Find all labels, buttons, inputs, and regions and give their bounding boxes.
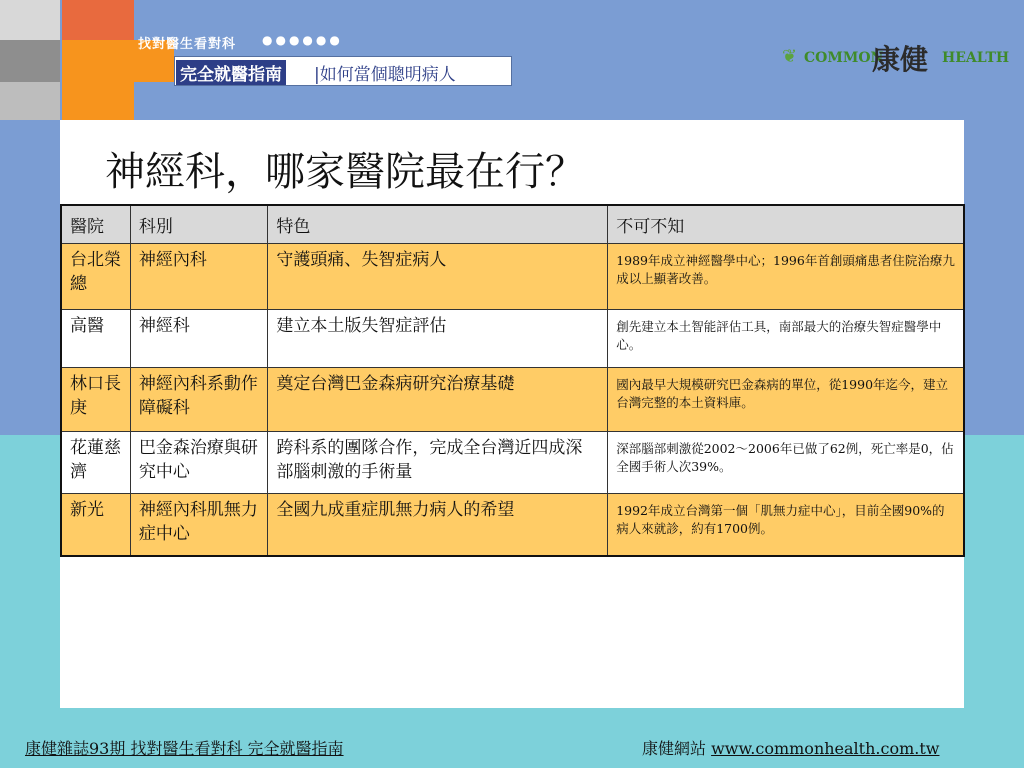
table-cell: 神經內科系動作障礙科	[130, 368, 268, 432]
slide-title: 神經科，哪家醫院最在行？	[105, 149, 585, 195]
commonhealth-logo	[782, 38, 1010, 78]
logo-text-center: 康健	[872, 43, 929, 76]
table-cell: 神經內科	[130, 244, 268, 310]
table-cell: 台北榮總	[61, 244, 130, 310]
table-cell: 深部腦部刺激從2002～2006年已做了62例，死亡率是0，佔全國手術人次39%。	[608, 432, 964, 494]
brand-dots: ●●●●●●	[262, 33, 343, 47]
deco-square	[0, 40, 60, 82]
hospital-table	[60, 204, 965, 557]
deco-square	[0, 82, 60, 120]
brand-subtitle: |如何當個聰明病人	[314, 65, 456, 85]
table-cell: 新光	[61, 494, 130, 556]
table-row	[61, 310, 964, 368]
column-header: 科別	[130, 205, 268, 244]
table-cell: 全國九成重症肌無力病人的希望	[268, 494, 608, 556]
table-cell: 高醫	[61, 310, 130, 368]
deco-square	[62, 82, 134, 120]
table-cell: 花蓮慈濟	[61, 432, 130, 494]
logo-text-right: HEALTH	[942, 50, 1010, 66]
column-header: 醫院	[61, 205, 130, 244]
deco-square	[62, 0, 134, 40]
table-cell: 守護頭痛、失智症病人	[268, 244, 608, 310]
leaf-icon: ❦	[782, 46, 798, 67]
table-cell: 1992年成立台灣第一個「肌無力症中心」，目前全國90%的病人來就診，約有1700例。	[608, 494, 964, 556]
table-cell: 神經內科肌無力症中心	[130, 494, 268, 556]
deco-square	[62, 40, 134, 82]
table-cell: 創先建立本土智能評估工具，南部最大的治療失智症醫學中心。	[608, 310, 964, 368]
column-header: 不可不知	[608, 205, 964, 244]
table-cell: 林口長庚	[61, 368, 130, 432]
table-cell: 建立本土版失智症評估	[268, 310, 608, 368]
table-row	[61, 494, 964, 556]
table-cell: 跨科系的團隊合作，完成全台灣近四成深部腦刺激的手術量	[268, 432, 608, 494]
table-cell: 1989年成立神經醫學中心；1996年首創頭痛患者住院治療九成以上顯著改善。	[608, 244, 964, 310]
brand-tagline: 找對醫生看對科	[138, 37, 237, 52]
brand-main-title: 完全就醫指南	[176, 60, 286, 85]
table-row	[61, 368, 964, 432]
table-cell: 巴金森治療與研究中心	[130, 432, 268, 494]
column-header: 特色	[268, 205, 608, 244]
table-row	[61, 432, 964, 494]
footer-website-label: 康健網站	[642, 739, 712, 758]
table-header-row	[61, 205, 964, 244]
logo-text-left: COMMON	[804, 50, 884, 66]
table-cell: 奠定台灣巴金森病研究治療基礎	[268, 368, 608, 432]
table-cell: 神經科	[130, 310, 268, 368]
footer-website	[642, 736, 939, 759]
deco-square	[0, 0, 60, 40]
table-row	[61, 244, 964, 310]
footer-source: 康健雜誌93期 找對醫生看對科 完全就醫指南	[25, 739, 344, 758]
website-link[interactable]: www.commonhealth.com.tw	[711, 739, 940, 758]
table-cell: 國內最早大規模研究巴金森病的單位，從1990年迄今，建立台灣完整的本土資料庫。	[608, 368, 964, 432]
